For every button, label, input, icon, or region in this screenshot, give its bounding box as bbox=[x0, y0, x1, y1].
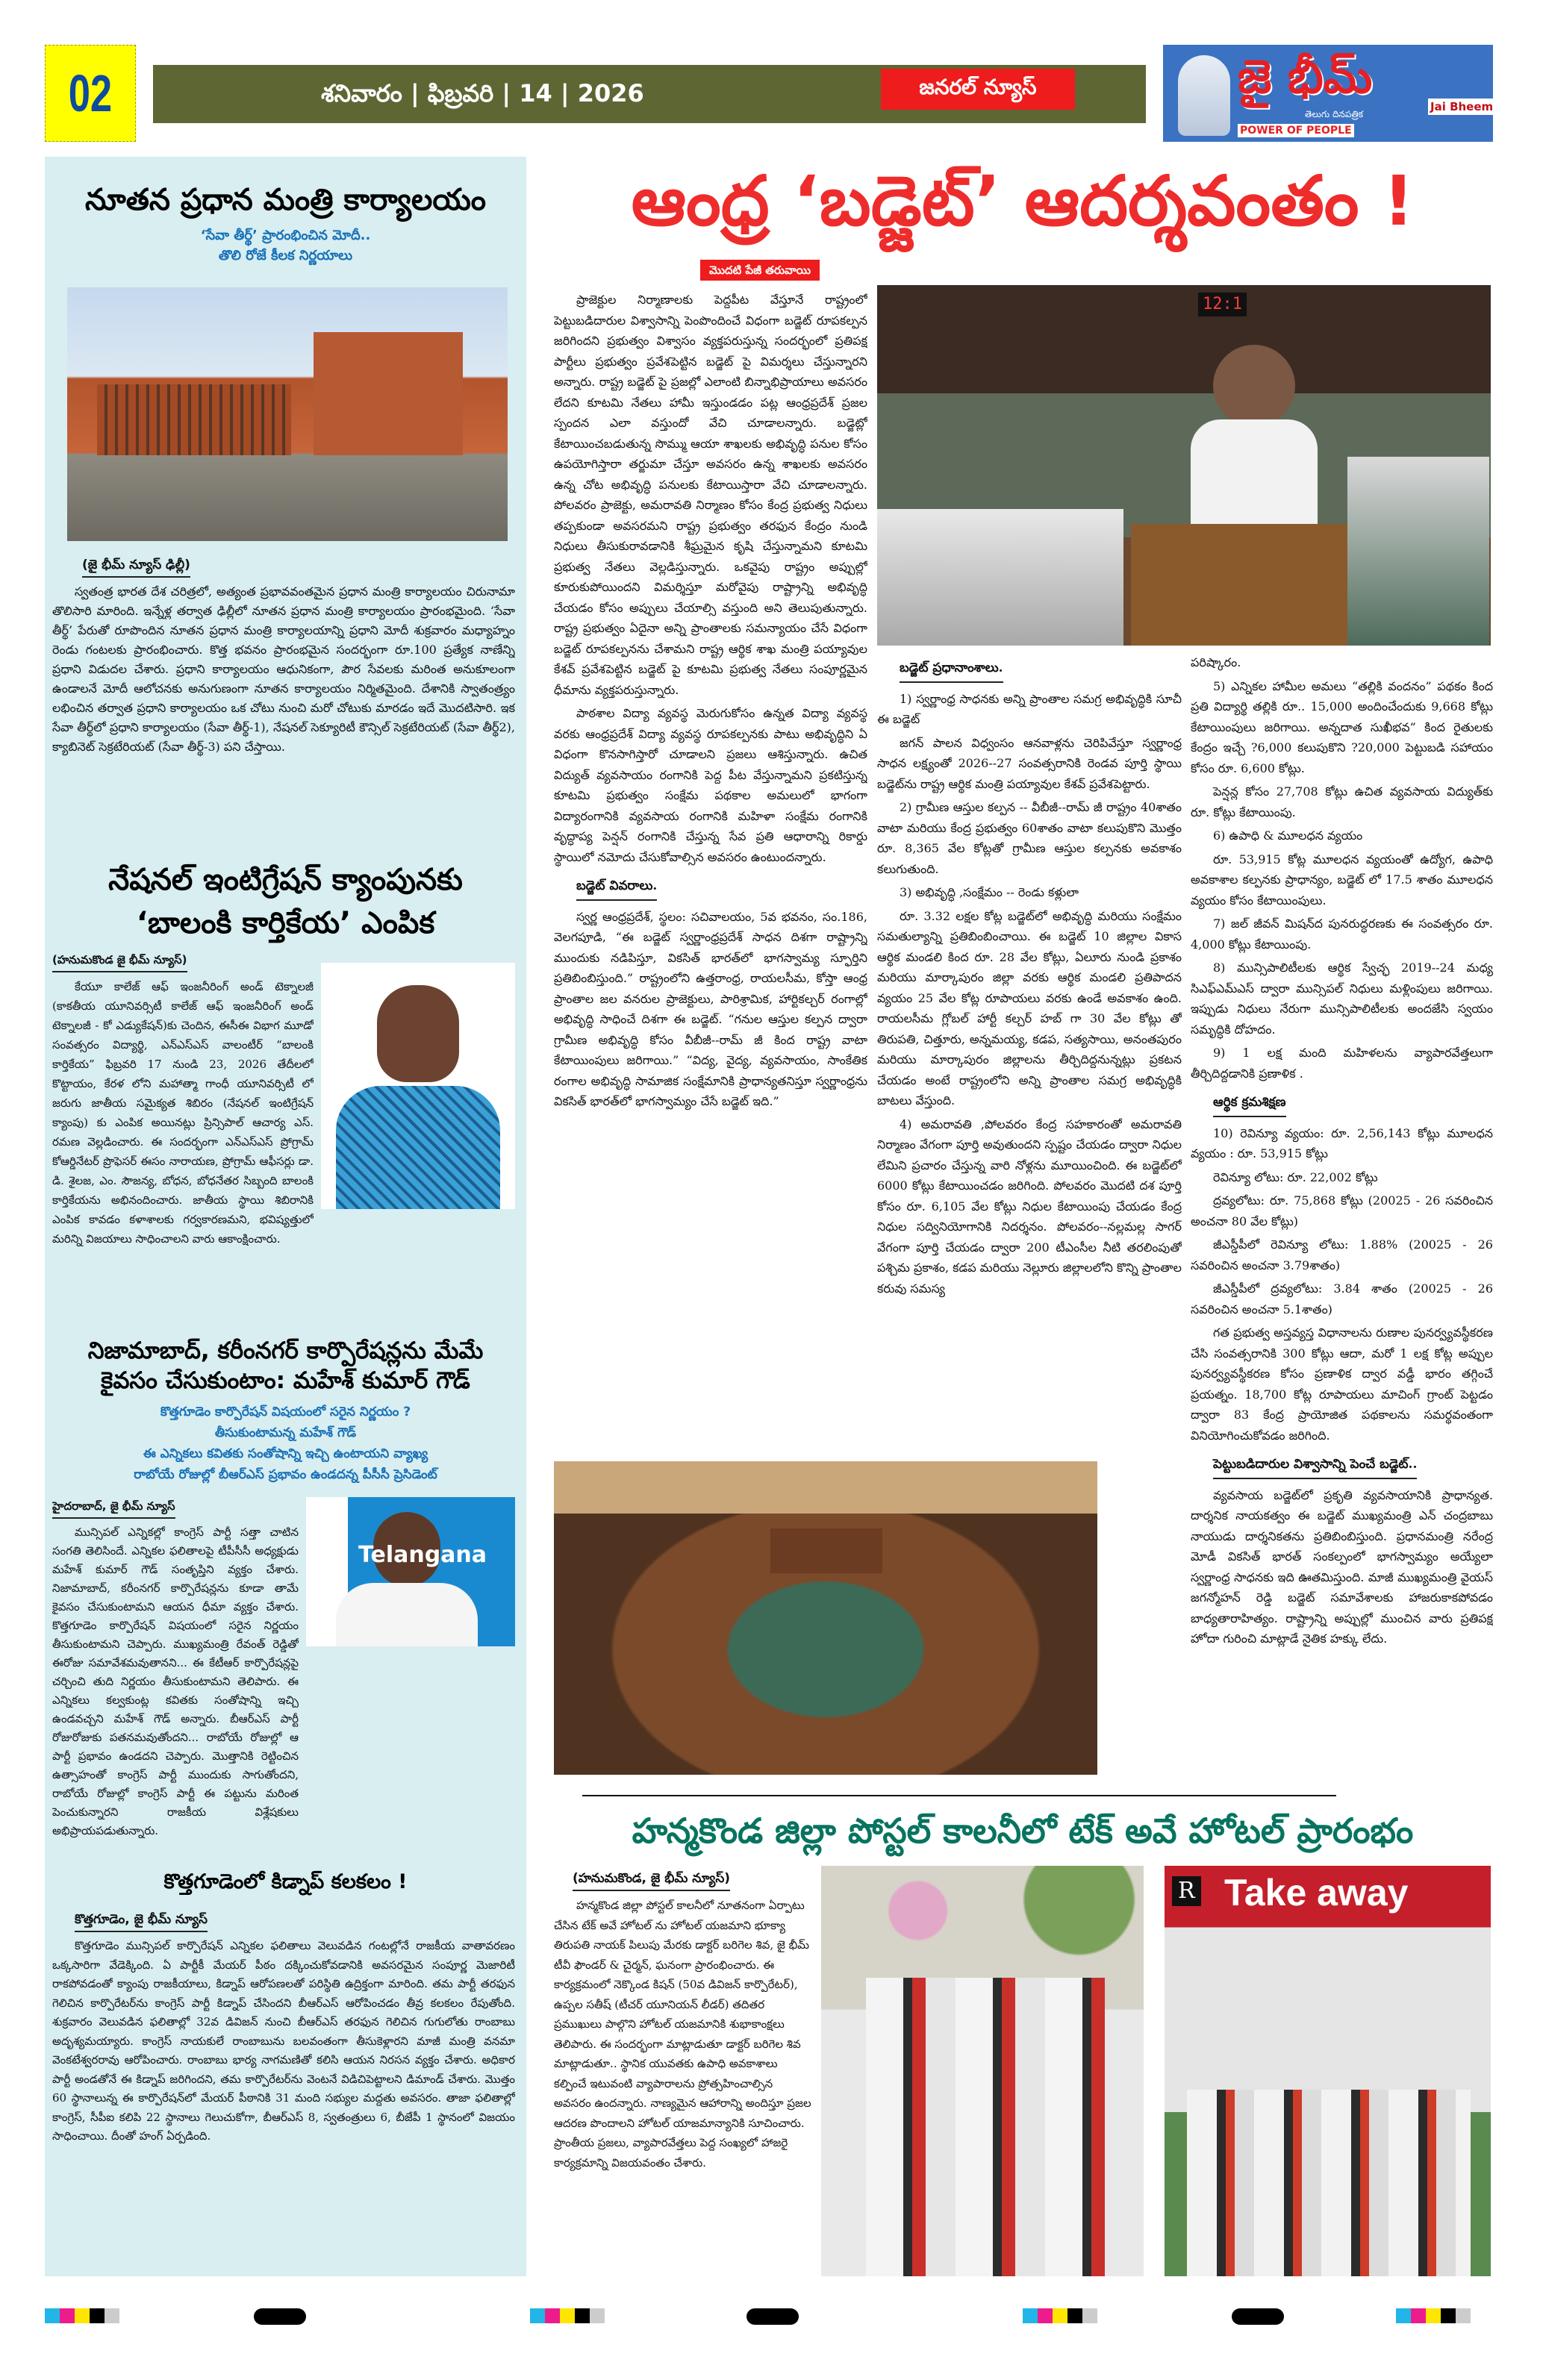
paragraph: రూ. 3.32 లక్షల కోట్ల బడ్జెట్‌లో అభివృద్ధి మరియు సంక్షేమం సమతుల్యాన్ని ప్రతిబింబించాయి. ఈ బడ్జెట్ 10 జిల్లాల వికాస ఆర్థిక మండలి కింద రూ. 28 వేల కోట్లు, ఏలూరు నుండి ప్రకాశం మరియు మార్కాపురం జిల్లా వరకు ఆర్థిక మండలి ప్రతిపాదన వ్యయం 25 వేల కోట్ల రూపాయలు వరకు ఉండే అవకాశం ఉంది. రాయలసీమ గ్లోబల్ హార్టీ కల్చర్ హబ్ గా 30 వేల కోట్లు తో తిరుపతి, చిత్తూరు, అన్నమయ్య, కడప, సత్యసాయి, అనంతపురం మరియు మార్కాపురం జిల్లాలను తీర్చిదిద్దనున్నట్లు ప్రకటన చేయడం అంటే రాష్ట్రంలోని అన్ని ప్రాంతాల సమగ్ర అభివృద్ధికి బాటలు వేస్తుంది. bbox=[877, 908, 1182, 1108]
assembly-clock: 12:1 bbox=[1198, 293, 1247, 316]
story1-subhead: తొలి రోజే కీలక నిర్ణయాలు bbox=[218, 248, 353, 263]
subhead: బడ్జెట్ వివరాలు. bbox=[576, 876, 657, 901]
paragraph: జీఎస్డీపీలో రెవిన్యూ లోటు: 1.88% (20025 - 26 సవరించిన అంచనా 3.79శాతం) bbox=[1191, 1237, 1493, 1272]
paragraph: 4) అమరావతి ,పోలవరం కేంద్ర సహకారంతో అమరావతి నిర్మాణం వేగంగా పూర్తి అవుతుందని స్పష్టం చేయడం ద్వారా నిధుల లేమిని ప్రచారం చేస్తున్న వారి నోళ్లను మూయించింది. ఈ బడ్జెట్‌లో 6000 కోట్లు కేటాయించడం జరిగింది. పోలవరం మొదటి దశ పూర్తి కోసం రూ. 6,105 వేల కోట్లు నిధుల కేటాయింపు చేయడం కేంద్ర నిధుల సద్వినియోగానికి నిదర్శనం. పోలవరం--నల్లమల్ల సాగర్ వేగంగా పూర్తి చేయడం ద్వారా 200 టీఎంసీల నీటి తరలింపుతో పశ్చిమ ప్రకాశం, కడప మరియు నెల్లూరు జిల్లాలలోని కొన్ని ప్రాంతాల కరువు సమస్య bbox=[877, 1116, 1182, 1296]
paragraph: మున్సిపల్ ఎన్నికల్లో కాంగ్రెస్ పార్టీ సత్తా చాటిన సంగతి తెలిసిందే. ఎన్నికల ఫలితాలపై టీపీసీసీ అధ్యక్షుడు మహేశ్ కుమార్ గౌడ్ సంతృప్తిని వ్యక్తం చేశారు. నిజామాబాద్, కరీంనగర్ కార్పొరేషన్లను కూడా తామే కైవసం చేసుకుంటామని ఆయన ధీమా వ్యక్తం చేశారు. కొత్తగూడెం కార్పొరేషన్ విషయంలో సరైన నిర్ణయం తీసుకుంటామని చెప్పారు. ముఖ్యమంత్రి రేవంత్ రెడ్డితో ఈరోజు సమావేశమవుతానని... ఈ కేటీఆర్ కార్పొరేషన్లపై చర్చించి తుది నిర్ణయం తీసుకుంటామని తెలిపారు. ఈ ఎన్నికలు కల్వకుంట్ల కవితకు సంతోషాన్ని ఇచ్చి ఉండవచ్చని మహేశ్ గౌడ్ అన్నారు. బీఆర్ఎస్ పార్టీ రోజురోజుకు పతనమవుతోందని... రాబోయే రోజుల్లో ఆ పార్టీ ప్రభావం ఉండదని చెప్పారు. మొత్తానికి రెట్టించిన ఉత్సాహంతో కాంగ్రెస్ పార్టీ ముందుకు సాగుతోందని, రాబోయే రోజుల్లో కాంగ్రెస్ పార్టీ ఈ పట్టును మరింత పెంచుకున్నారని రాజకీయ విశ్లేషకులు అభిప్రాయపడుతున్నారు. bbox=[52, 1525, 299, 1837]
paragraph: రెవిన్యూ లోటు: రూ. 22,002 కోట్లు bbox=[1213, 1169, 1378, 1184]
registration-marks bbox=[1023, 2308, 1097, 2326]
page-number: 02 bbox=[68, 64, 113, 122]
main-col3 bbox=[1191, 652, 1493, 1772]
story3-headline bbox=[45, 1336, 526, 1396]
registration-mark bbox=[254, 2308, 306, 2325]
paragraph: 8) మున్సిపాలిటీలకు ఆర్థిక స్వేచ్ఛ 2019--24 మధ్య సిఎఫ్ఎమ్ఎస్ ద్వారా మున్సిపల్ నిధులు మళ్లింపులు జరిగాయి. ఇప్పుడు నిధులు నేరుగా మున్సిపాలిటీలకు అందజేసి స్వయం సమృద్ధికి దోహదం. bbox=[1191, 961, 1493, 1037]
story2-headline bbox=[45, 858, 526, 945]
story3-headline-line: కైవసం చేసుకుంటాం: మహేశ్ కుమార్ గౌడ్ bbox=[101, 1367, 470, 1394]
assembly-minister-photo bbox=[877, 285, 1491, 646]
paragraph: జగన్ పాలన విధ్వంసం ఆనవాళ్లను చెరిపివేస్తూ స్వర్ణాంధ్ర సాధన లక్ష్యంతో 2026--27 సంవత్సరానికి రెండవ పూర్తి స్థాయి బడ్జెట్‌ను రాష్ట్ర ఆర్థిక మంత్రి పయ్యావుల కేశవ్ ప్రవేశపెట్టారు. bbox=[877, 735, 1182, 791]
logo-slogan: POWER OF PEOPLE bbox=[1238, 124, 1354, 137]
paragraph: 9) 1 లక్ష మంది మహిళలను వ్యాపారవేత్తలుగా తీర్చిదిద్దడానికి ప్రణాళిక . bbox=[1191, 1046, 1493, 1081]
registration-marks bbox=[1396, 2308, 1471, 2326]
paragraph: జీఎస్డీపీలో ద్రవ్యలోటు: 3.84 శాతం (20025 - 26 సవరించిన అంచనా 5.1శాతం) bbox=[1191, 1281, 1493, 1317]
shop-sign-text: Take away bbox=[1224, 1872, 1409, 1914]
story1-headline: నూతన ప్రధాన మంత్రి కార్యాలయం bbox=[84, 183, 487, 217]
paragraph: స్వతంత్ర భారత దేశ చరిత్రలో, అత్యంత ప్రభావవంతమైన ప్రధాన మంత్రి కార్యాలయం చిరునామా తొలిసారి మారింది. ఇన్నేళ్ల తర్వాత ఢిల్లీలో నూతన ప్రధాన మంత్రి కార్యాలయం ప్రారంభమైంది. ‘సేవా తీర్థ్’ పేరుతో రూపొందిన నూతన ప్రధాన మంత్రి కార్యాలయాన్ని ప్రధాని మోదీ శుక్రవారం మధ్యాహ్నం రెండు గంటలకు ప్రారంభించారు. కొత్త భవనం ప్రారంభమైన సందర్భంగా రూ.100 ప్రత్యేక నాణేన్ని ప్రధాని విడుదల చేశారు. ప్రధాని కార్యాలయం ఆధునికంగా, పౌర సేవలకు మరింత అనుకూలంగా ఉండాలనే మోదీ ఆలోచనకు అనుగుణంగా నూతన కార్యాలయం నిర్మితమైంది. దేశానికి స్వాతంత్ర్యం లభించిన తర్వాత ప్రధాని కార్యాలయం ఒక చోటు నుంచి మరో చోటుకు మారడం ఇదే మొదటిసారి. ఇక సేవా తీర్థ్‌లో ప్రధాని కార్యాలయం (సేవా తీర్థ్-1), నేషనల్ సెక్యూరిటీ కౌన్సిల్ సెక్రటేరియట్ (సేవా తీర్థ్2), క్యాబినెట్ సెక్రటేరియట్ (సేవా తీర్థ్-3) పని చేస్తాయి. bbox=[52, 584, 515, 754]
ambedkar-portrait bbox=[1178, 55, 1230, 136]
logo-name: జై భీమ్ bbox=[1238, 49, 1373, 104]
jai-bheem-tv-logo: Jai Bheem bbox=[1428, 99, 1495, 115]
story1-subheads bbox=[45, 225, 526, 266]
assembly-hall-photo bbox=[554, 1461, 1097, 1775]
paragraph: పరిష్కారం. bbox=[1191, 655, 1241, 669]
story2-headline-line: నేషనల్ ఇంటిగ్రేషన్ క్యాంపునకు bbox=[108, 863, 463, 897]
bottom-body bbox=[554, 1870, 811, 2276]
pmo-building-photo bbox=[67, 287, 508, 541]
story4-body bbox=[52, 1911, 515, 2273]
paragraph: హన్మకొండ జిల్లా పోస్టల్ కాలనీలో నూతనంగా ఏర్పాటు చేసిన టేక్ అవే హోటల్ ను హోటల్ యజమాని భూక్యా తిరుపతి నాయక్ పిలుపు మేరకు డాక్టర్ బరిగెల శివ, జై భీమ్ టీవీ ఫౌండర్ & చైర్మన్, ఘనంగా ప్రారంభించారు. ఈ కార్యక్రమంలో నెక్కొండ కిషన్ (50వ డివిజన్ కార్పొరేటర్), ఉప్పల సతీష్ (టీచర్ యూనియన్ లీడర్) తదితర ప్రముఖులు పాల్గొని హోటల్ యజమానికి శుభాకాంక్షలు తెలిపారు. ఈ సందర్భంగా మాట్లాడుతూ డాక్టర్ బరిగెల శివ మాట్లాడుతూ.. స్థానిక యువతకు ఉపాధి అవకాశాలు కల్పించే ఇటువంటి వ్యాపారాలను ప్రోత్సహించాల్సిన అవసరం ఉందన్నారు. నాణ్యమైన ఆహారాన్ని అందిస్తూ ప్రజల ఆదరణ పొందాలని హోటల్ యాజమాన్యానికి సూచించారు. ప్రాంతీయ ప్రజలు, వ్యాపారవేత్తలు పెద్ద సంఖ్యలో హాజరై కార్యక్రమాన్ని విజయవంతం చేశారు. bbox=[554, 1899, 811, 2170]
paragraph: ప్రాజెక్టుల నిర్మాణాలకు పెద్దపీట వేస్తూనే రాష్ట్రంలో పెట్టుబడిదారుల విశ్వాసాన్ని పెంపొందించే విధంగా బడ్జెట్ రూపకల్పన జరిగిందని ప్రభుత్వం విశ్వాసం వ్యక్తపరుస్తున్న సందర్భంలో ప్రతిపక్ష పార్టీలు ప్రభుత్వం ప్రవేశపెట్టిన బడ్జెట్ పై విమర్శలు చేస్తున్నారని అన్నారు. రాష్ట్ర బడ్జెట్ పై ప్రజల్లో ఎలాంటి బిన్నాభిప్రాయాలు అవసరం లేదని కూటమి నేతలు హామీ ఇస్తుండడం పట్ల ఆంధ్రప్రదేశ్ ప్రజల స్పందన ఎలా వస్తుందో వేచి చూడాలన్నారు. బడ్జెట్లో కేటాయించబడుతున్న సొమ్ము ఆయా శాఖలకు అభివృద్ధి పనుల కోసం ఉపయోగిస్తారా తర్జుమా చేస్తూ అవసరం ఉన్న శాఖలకు అవసరం ఉన్న చోట అభివృద్ధి పనులకు కేటాయిస్తారా వేచి చూడాలన్నారు. పోలవరం ప్రాజెక్టు, అమరావతి నిర్మాణం కోసం కేంద్ర ప్రభుత్వ నిధులు తప్పకుండా అవసరమని రాష్ట్ర ప్రభుత్వం తరఫున కేంద్రం నుండి నిధులు తీసుకురావడానికి శీఘ్రమైన కృషి చేస్తున్నామని కూటమి ప్రభుత్వ నేతలు వెల్లడిస్తున్నారు. ఒకవైపు రాష్ట్రం అప్పుల్లో కూరుకుపోయిందని విమర్శిస్తూ మరోవైపు రాష్ట్రాన్ని అభివృద్ధి చేయడం కోసం అప్పులు చేయాల్సి వస్తుంది అని తెలుపుతున్నారు. రాష్ట్ర ప్రభుత్వం ఏదైనా అన్ని ప్రాంతాలకు సమన్యాయం చేసే విధంగా బడ్జెట్ రూపకల్పనను చేశామని రాష్ట్ర ఆర్థిక శాఖ మంత్రి పయ్యావుల కేశవ్ ప్రవేశపెట్టిన బడ్జెట్ పై కూటమి ప్రభుత్వ నేతలు సంపూర్ణమైన ధీమాను వ్యక్తపరుస్తున్నారు. bbox=[554, 293, 867, 697]
paragraph: ద్రవ్యలోటు: రూ. 75,868 కోట్లు (20025 - 26 సవరించిన అంచనా 80 వేల కోట్లు) bbox=[1191, 1193, 1493, 1228]
inauguration-photo bbox=[821, 1866, 1144, 2276]
story3-headline-line: నిజామాబాద్, కరీంనగర్ కార్పొరేషన్లను మేమే bbox=[87, 1337, 484, 1364]
main-headline: ఆంధ్ర ‘బడ్జెట్’ ఆదర్శవంతం ! bbox=[631, 161, 1415, 241]
dateline: (హనుమకొండ జై భీమ్ న్యూస్) bbox=[52, 951, 187, 972]
paragraph: పాఠశాల విద్యా వ్యవస్థ మెరుగుకోసం ఉన్నత విద్యా వ్యవస్థ వరకు ఆంధ్రప్రదేశ్ విద్యా వ్యవస్థ రూపకల్పనకు పాటు అభివృద్ధిని ఏ విధంగా కొనసాగిస్తారో చూడాలని ప్రజలు ఆశిస్తున్నారు. ఉచిత విద్యుత్ వ్యవసాయం రంగానికి పెద్ద పీట వేస్తున్నామని ప్రకటిస్తున్న కూటమి ప్రభుత్వం సంక్షేమ పథకాల అమలులో భాగంగా విద్యారంగానికి వ్యవసాయ రంగానికి మహిళా సంక్షేమ రంగానికి వృద్ధాప్య పెన్షన్ రంగానికి చేస్తున్న సేవ ప్రతి ఆధారాన్ని రికార్డు స్థాయిలో నమోదు చేసుకోవాల్సిన అవసరం ఉంటుందన్నారు. bbox=[554, 706, 867, 864]
paragraph: 7) జల్ జీవన్ మిషన్‌ద పునరుద్ధరణకు ఈ సంవత్సరం రూ. 4,000 కోట్లు కేటాయింపు. bbox=[1191, 916, 1493, 952]
story3-subhead: కొత్తగూడెం కార్పొరేషన్ విషయంలో సరైన నిర్ణయం ? bbox=[160, 1405, 411, 1419]
header-date: శనివారం | ఫిబ్రవరి | 14 | 2026 bbox=[321, 79, 644, 107]
paragraph: 6) ఉపాధి & మూలధన వ్యయం bbox=[1213, 828, 1363, 843]
paragraph: 2) గ్రామీణ ఆస్తుల కల్పన -- వీబీజీ--రామ్ జీ రాష్ట్రం 40శాతం వాటా మరియు కేంద్ర ప్రభుత్వం 60శాతం వాటా కలుపుకొని మొత్తం రూ. 8,365 వేల కోట్లతో గ్రామీణ ఆస్తుల కల్పనకు అవకాశం కలుగుతుంది. bbox=[877, 800, 1182, 876]
paragraph: వ్యవసాయ బడ్జెట్‌లో ప్రకృతి వ్యవసాయానికి ప్రాధాన్యత. దార్శనిక నాయకత్వం ఈ బడ్జెట్ ముఖ్యమంత్రి ఎన్ చంద్రబాబు నాయుడు దార్శనికతను ప్రతిబింబిస్తుంది. ప్రధానమంత్రి నరేంద్ర మోడీ వికసిత్ భారత్ సంకల్పంలో భాగస్వామ్యం అయ్యేలా స్వర్ణాంధ్ర సాధనకు ఇది ఊతమిస్తుంది. మాజీ ముఖ్యమంత్రి వైయస్ జగన్మోహన్ రెడ్డి బడ్జెట్ సమావేశాలకు హాజరుకాకపోవడం బాధ్యతారాహిత్యం. రాష్ట్రాన్ని అప్పుల్లో ముంచిన వారు ప్రతిపక్ష హోదా గురించి మాట్లాడే నైతిక హక్కు లేదు. bbox=[1191, 1487, 1493, 1646]
paragraph: స్వర్ణ ఆంధ్రప్రదేశ్, స్థలం: సచివాలయం, 5వ భవనం, సం.186, వెలగపూడి, “ఈ బడ్జెట్ స్వర్ణాంధ్రప్రదేశ్ సాధన దిశగా రాష్ట్రాన్ని ముందుకు నడిపిస్తూ, వికసిత్ భారత్‌లో భాగస్వామ్య స్ఫూర్తిని ప్రతిబింబిస్తుంది.” రాష్ట్రంలోని ఉత్తరాంధ్ర, రాయలసీమ, కోస్తా ఆంధ్ర ప్రాంతాల జల వనరుల ప్రాజెక్టులు, పారిశ్రామిక, హార్టికల్చర్ రంగాల్లో అభివృద్ధి సాధించే దిశగా ఈ బడ్జెట్. “గనుల ఆస్తుల కల్పన ద్వారా గ్రామీణ అభివృద్ధి కోసం వీబీజీ--రామ్ జీ కింద రాష్ట్ర వాటా కేటాయింపులు జరిగాయి.” “విద్య, వైద్య, వ్యవసాయం, సాంకేతిక రంగాల అభివృద్ధి సామాజిక సంక్షేమానికి ప్రాధాన్యతనిస్తూ స్వర్ణాంధ్రను వికసిత్ భారత్‌లో భాగస్వామ్యం చేసే బడ్జెట్ ఇది.” bbox=[554, 909, 867, 1108]
paragraph: 3) అభివృద్ధి ,సంక్షేమం -- రెండు కళ్లులా bbox=[900, 885, 1079, 899]
dateline: హైదరాబాద్, జై భీమ్ న్యూస్ bbox=[52, 1497, 175, 1519]
paragraph: కేయూ కాలేజ్ ఆఫ్ ఇంజనీరింగ్ అండ్ టెక్నాలజీ (కాకతీయ యూనివర్సిటీ కాలేజ్ ఆఫ్ ఇంజనీరింగ్ అండ్ టెక్నాలజీ - కో ఎడ్యుకేషన్)కు చెందిన, ఈసీఈ విభాగ మూడో సంవత్సరం విద్యార్థి, ఎన్ఎస్ఎస్ వాలంటీర్ “బాలంకి కార్తికేయ” ఫిబ్రవరి 17 నుండి 23, 2026 తేదీలలో కొట్టాయం, కేరళ లోని మహాత్మా గాంధీ యూనివర్సిటీ లో జరుగు జాతీయ సమైక్యత శిబిరం (నేషనల్ ఇంటిగ్రేషన్ క్యాంపు) కు ఎంపిక అయినట్లు ప్రిన్సిపాల్ ఆచార్య ఎస్. రమణ వెల్లడించారు. ఈ సందర్భంగా ఎన్ఎస్ఎస్ ప్రోగ్రామ్ కోఆర్డినేటర్ ప్రొఫెసర్ ఈసం నారాయణ, ప్రోగ్రామ్ ఆఫీసర్లు డా. డి. శైలజ, ఎం. సౌజన్య, బోధన, బోధనేతర సిబ్బంది బాలంకి కార్తికేయను అభినందించారు. జాతీయ స్థాయి శిబిరానికి ఎంపిక కావడం కళాశాలకు గర్వకారణమని, భవిష్యత్తులో మరిన్ని విజయాలు సాధించాలని వారు ఆకాంక్షించారు. bbox=[52, 980, 314, 1246]
story3-subhead: రాబోయే రోజుల్లో బీఆర్ఎస్ ప్రభావం ఉండదన్న పీసీసీ ప్రెసిడెంట్ bbox=[134, 1467, 437, 1482]
page-number-box bbox=[45, 45, 136, 142]
registration-mark bbox=[746, 2308, 799, 2325]
paragraph: పెన్షన్ల కోసం 27,708 కోట్లు ఉచిత వ్యవసాయ విద్యుత్‌కు రూ. కోట్లు కేటాయింపు. bbox=[1191, 784, 1493, 819]
main-col1 bbox=[554, 290, 867, 1454]
paragraph: కొత్తగూడెం మున్సిపల్ కార్పొరేషన్ ఎన్నికల ఫలితాలు వెలువడిన గంటల్లోనే రాజకీయ వాతావరణం ఒక్కసారిగా వేడెక్కింది. ఏ పార్టీకీ మేయర్ పీఠం దక్కించుకోవడానికి అవసరమైన సంపూర్ణ మెజారిటీ రాకపోవడంతో క్యాంపు రాజకీయాలు, కిడ్నాప్ ఆరోపణలతో పరిస్థితి ఉద్రిక్తంగా మారింది. తమ పార్టీ తరఫున గెలిచిన కార్పొరేటర్‌ను కాంగ్రెస్ పార్టీ కిడ్నాప్ చేసిందని బీఆర్ఎస్ ఆరోపించడం తీవ్ర కలకలం రేపుతోంది. శుక్రవారం వెలువడిన ఫలితాల్లో 32వ డివిజన్ నుంచి బీఆర్ఎస్ తరఫున గెలిచిన గుగులోతు రాంబాబు అదృశ్యమయ్యారు. కాంగ్రెస్ నాయకులే రాంబాబును బలవంతంగా తీసుకెళ్లారని మాజీ మంత్రి వనమా వెంకటేశ్వరరావు ఆరోపించారు. రాంబాబు భార్య నాగమణితో కలిసి ఆయన నిరసన వ్యక్తం చేశారు. అధికార పార్టీ అండతోనే ఈ కిడ్నాప్ జరిగిందని, తమ కార్పొరేటర్‌ను వెంటనే విడిచిపెట్టాలని డిమాండ్ చేశారు. మొత్తం 60 స్థానాలున్న ఈ కార్పొరేషన్‌లో మేయర్ పీఠానికి 31 మంది సభ్యుల మద్దతు అవసరం. తాజా ఫలితాల్లో కాంగ్రెస్, సీపీఐ కలిపి 22 స్థానాలు గెలుచుకోగా, బీఆర్ఎస్ 8, స్వతంత్రులు 6, బీజేపీ 1 స్థానంలో విజయం సాధించాయి. దీంతో హంగ్ ఏర్పడింది. bbox=[52, 1939, 515, 2143]
continued-label: మొదటి పేజీ తరువాయి bbox=[700, 260, 820, 281]
story2-body bbox=[52, 951, 515, 1317]
paragraph: 10) రెవిన్యూ వ్యయం: రూ. 2,56,143 కోట్లు మూలధన వ్యయం : రూ. 53,915 కోట్లు bbox=[1191, 1125, 1493, 1161]
story3-subheads bbox=[45, 1402, 526, 1485]
story2-headline-line: ‘బాలంకి కార్తికేయ’ ఎంపిక bbox=[136, 906, 435, 940]
paragraph: రూ. 53,915 కోట్ల మూలధన వ్యయంతో ఉద్యోగ, ఉపాధి అవకాశాల కల్పనకు ప్రాధాన్యం, బడ్జెట్ లో 17.5 శాతం మూలధన వ్యయం కోసం కేటాయింపులు. bbox=[1191, 852, 1493, 908]
section-label: జనరల్ న్యూస్ bbox=[881, 69, 1075, 110]
shop-sign-logo: R bbox=[1172, 1876, 1201, 1906]
main-col2 bbox=[877, 652, 1182, 1458]
paragraph: గత ప్రభుత్వ అస్తవ్యస్త విధానాలను రుణాల పునర్వ్యవస్థీకరణ చేసి సంవత్సరానికి 300 కోట్లు ఆదా, మరో 1 లక్ష కోట్ల అప్పుల పునర్వ్యవస్థీకరణ కోసం ప్రణాళిక ద్వార వడ్డీ భారం తగ్గించే ప్రయత్నం. 18,700 కోట్ల రూపాయలు మాచింగ్ గ్రాంట్ పెట్టడం ద్వారా 83 కేంద్ర ప్రాయోజిత పథకాలను సమర్థవంతంగా వినియోగించుకోవడం జరిగింది. bbox=[1191, 1325, 1493, 1443]
divider bbox=[582, 1795, 1336, 1796]
photo-banner-text: Telangana bbox=[358, 1542, 487, 1568]
story3-body bbox=[52, 1497, 515, 1861]
subhead: ఆర్థిక క్రమశిక్షణ bbox=[1213, 1093, 1286, 1117]
mahesh-goud-photo bbox=[306, 1497, 515, 1646]
paragraph: 1) స్వర్ణాంధ్ర సాధనకు అన్ని ప్రాంతాల సమగ్ర అభివృద్ధికి సూచీ ఈ బడ్జెట్ bbox=[877, 691, 1182, 726]
masthead-logo bbox=[1163, 45, 1493, 142]
kartikeya-photo bbox=[321, 963, 515, 1209]
registration-mark bbox=[1232, 2308, 1284, 2325]
subhead: పెట్టుబడిదారుల విశ్వాసాన్ని పెంచే బడ్జెట్.. bbox=[1213, 1455, 1417, 1479]
story3-subhead: తీసుకుంటామన్న మహేశ్ గౌడ్ bbox=[214, 1425, 357, 1440]
story4-headline: కొత్తగూడెంలో కిడ్నాప్ కలకలం ! bbox=[163, 1870, 408, 1893]
paragraph: 5) ఎన్నికల హామీల అమలు “తల్లికి వందనం” పథకం కింద ప్రతి విద్యార్థి తల్లికి రూ.. 15,000 అందించేందుకు 9,668 కోట్లు కేటాయింపులు జరిగాయి. అన్నదాత సుఖీభవ” కింద రైతులకు కేంద్రం ఇచ్చే ?6,000 కలుపుకొని ?20,000 పెట్టుబడి సహాయం కోసం రూ. 6,600 కోట్లు. bbox=[1191, 678, 1493, 775]
dateline: కొత్తగూడెం, జై భీమ్ న్యూస్ bbox=[75, 1911, 208, 1932]
story1-body bbox=[52, 556, 515, 832]
bottom-headline: హన్మకొండ జిల్లా పోస్టల్ కాలనీలో టేక్ అవే హోటల్ ప్రారంభం bbox=[632, 1811, 1414, 1851]
subhead: బడ్జెట్ ప్రధానాంశాలు. bbox=[900, 658, 1003, 683]
dateline: (జై భీమ్ న్యూస్ ఢిల్లీ) bbox=[82, 556, 190, 578]
registration-marks bbox=[45, 2308, 119, 2326]
story3-subhead: ఈ ఎన్నికలు కవితకు సంతోషాన్ని ఇచ్చి ఉంటాయని వ్యాఖ్య bbox=[143, 1446, 428, 1461]
takeaway-shop-photo bbox=[1165, 1866, 1491, 2276]
story1-subhead: ‘సేవా తీర్థ్’ ప్రారంభించిన మోదీ.. bbox=[200, 228, 371, 243]
logo-tagline: తెలుగు దినపత్రిక bbox=[1305, 109, 1364, 119]
registration-marks bbox=[530, 2308, 605, 2326]
dateline: (హనుమకొండ, జై భీమ్ న్యూస్) bbox=[573, 1870, 730, 1891]
